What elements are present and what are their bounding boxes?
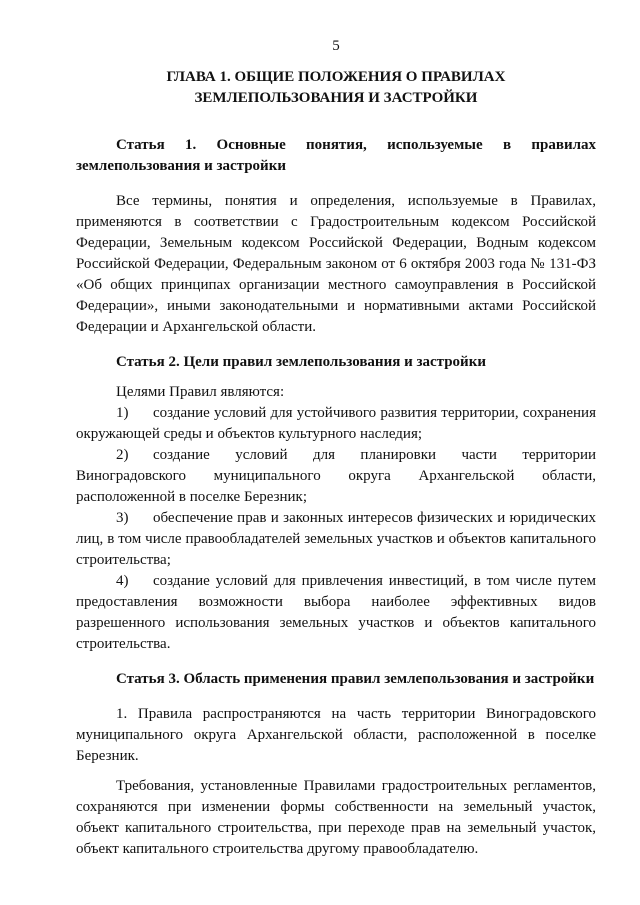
list-item-number: 3) <box>116 510 129 526</box>
list-item <box>76 403 596 445</box>
list-item <box>76 508 596 571</box>
list-item-number: 4) <box>116 573 129 589</box>
list-item-text: создание условий для планировки части территории Виноградовского муниципального округа Архангельской области, расположенной в поселке Березник; <box>76 447 596 505</box>
page-number: 5 <box>332 38 340 54</box>
article1-text: Все термины, понятия и определения, используемые в Правилах, применяются в соответствии с Градостроительным кодексом Российской Федерации, Земельным кодексом Российской Федерации, Водным кодексом Российской Федерации, Федеральным законом от 6 октября 2003 года № 131-ФЗ «Об общих принципах организации местного самоуправления в Российской Федерации», иными законодательными и нормативными актами Российской Федерации и Архангельской области. <box>76 193 596 335</box>
article1-heading: Статья 1. Основные понятия, используемые в правилах землепользования и застройки <box>76 137 596 174</box>
article3-heading: Статья 3. Область применения правил землепользования и застройки <box>116 671 595 687</box>
list-item-text: обеспечение прав и законных интересов физических и юридических лиц, в том числе правообладателей земельных участков и объектов капитального строительства; <box>76 510 596 568</box>
chapter-title-line2: ЗЕМЛЕПОЛЬЗОВАНИЯ И ЗАСТРОЙКИ <box>194 90 478 106</box>
article2-heading: Статья 2. Цели правил землепользования и застройки <box>116 354 486 370</box>
article3-paragraph-2: Требования, установленные Правилами градостроительных регламентов, сохраняются при изменении формы собственности на земельный участок, объект капитального строительства, при переходе прав на земельный участок, объект капитального строительства другому правообладателю. <box>76 778 596 857</box>
chapter-title-line1: ГЛАВА 1. ОБЩИЕ ПОЛОЖЕНИЯ О ПРАВИЛАХ <box>166 69 506 85</box>
list-item-number: 1) <box>116 405 129 421</box>
list-item <box>76 445 596 508</box>
list-item-number: 2) <box>116 447 129 463</box>
article3-paragraph-1: 1. Правила распространяются на часть территории Виноградовского муниципального округа Архангельской области, расположенной в поселке Березник. <box>76 706 596 764</box>
chapter-title <box>76 67 596 109</box>
list-item <box>76 571 596 655</box>
article2-intro: Целями Правил являются: <box>116 384 285 400</box>
list-item-text: создание условий для привлечения инвестиций, в том числе путем предоставления возможности выбора наиболее эффективных видов разрешенного использования земельных участков и объектов капитального строительства. <box>76 573 596 652</box>
list-item-text: создание условий для устойчивого развития территории, сохранения окружающей среды и объектов культурного наследия; <box>76 405 596 442</box>
